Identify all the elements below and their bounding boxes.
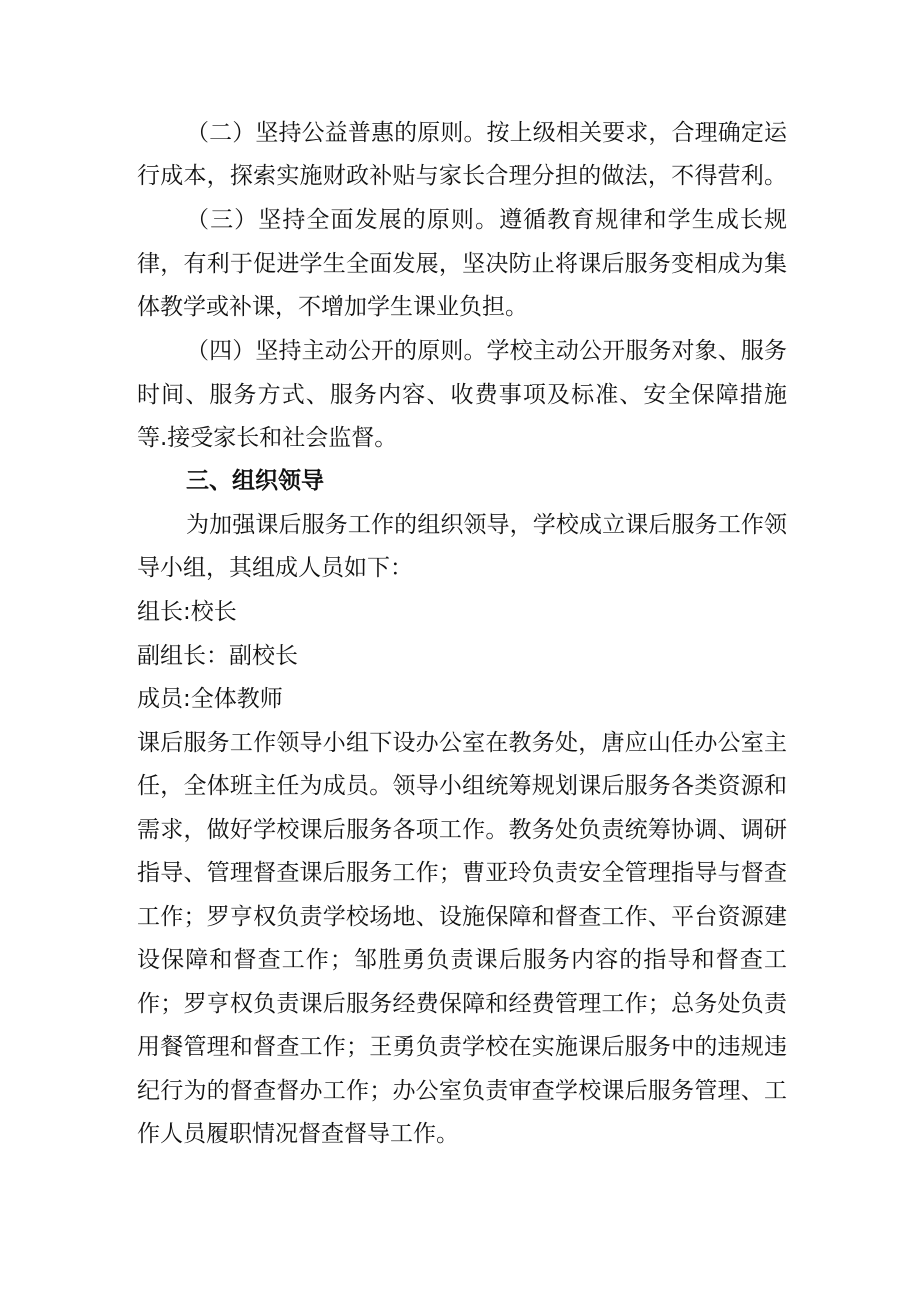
duties-line-5: 工作；罗亨权负责学校场地、设施保障和督查工作、平台资源建 (137, 904, 787, 930)
paragraph-3-line-3: 体教学或补课，不增加学生课业负担。 (137, 294, 528, 320)
duties-line-2: 任，全体班主任为成员。领导小组统筹规划课后服务各类资源和 (137, 773, 787, 799)
section-heading: 三、组织领导 (186, 468, 324, 494)
duties-line-10: 作人员履职情况督查督导工作。 (137, 1121, 459, 1147)
member-leader: 组长:校长 (137, 599, 237, 625)
paragraph-4-line-3: 等.接受家长和社会监督。 (137, 425, 398, 451)
duties-line-8: 用餐管理和督查工作；王勇负责学校在实施课后服务中的违规违 (137, 1034, 787, 1060)
duties-line-1: 课后服务工作领导小组下设办公室在教务处，唐应山任办公室主 (137, 730, 787, 756)
paragraph-2-line-2: 行成本，探索实施财政补贴与家长合理分担的做法，不得营利。 (137, 163, 787, 189)
paragraph-2-line-1: （二）坚持公益普惠的原则。按上级相关要求，合理确定运 (186, 120, 787, 146)
member-deputy: 副组长：副校长 (137, 643, 298, 669)
member-all: 成员:全体教师 (137, 686, 283, 712)
duties-line-4: 指导、管理督查课后服务工作；曹亚玲负责安全管理指导与督查 (137, 860, 787, 886)
duties-line-7: 作；罗亨权负责课后服务经费保障和经费管理工作；总务处负责 (137, 991, 787, 1017)
paragraph-4-line-1: （四）坚持主动公开的原则。学校主动公开服务对象、服务 (186, 338, 787, 364)
intro-line-1: 为加强课后服务工作的组织领导，学校成立课后服务工作领 (186, 512, 787, 538)
intro-line-2: 导小组，其组成人员如下： (137, 555, 413, 581)
duties-line-3: 需求，做好学校课后服务各项工作。教务处负责统筹协调、调研 (137, 817, 787, 843)
paragraph-4-line-2: 时间、服务方式、服务内容、收费事项及标准、安全保障措施 (137, 382, 787, 408)
paragraph-3-line-2: 律，有利于促进学生全面发展，坚决防止将课后服务变相成为集 (137, 251, 787, 277)
duties-line-6: 设保障和督查工作；邹胜勇负责课后服务内容的指导和督查工 (137, 947, 787, 973)
duties-line-9: 纪行为的督查督办工作；办公室负责审查学校课后服务管理、工 (137, 1078, 787, 1104)
paragraph-3-line-1: （三）坚持全面发展的原则。遵循教育规律和学生成长规 (186, 207, 787, 233)
